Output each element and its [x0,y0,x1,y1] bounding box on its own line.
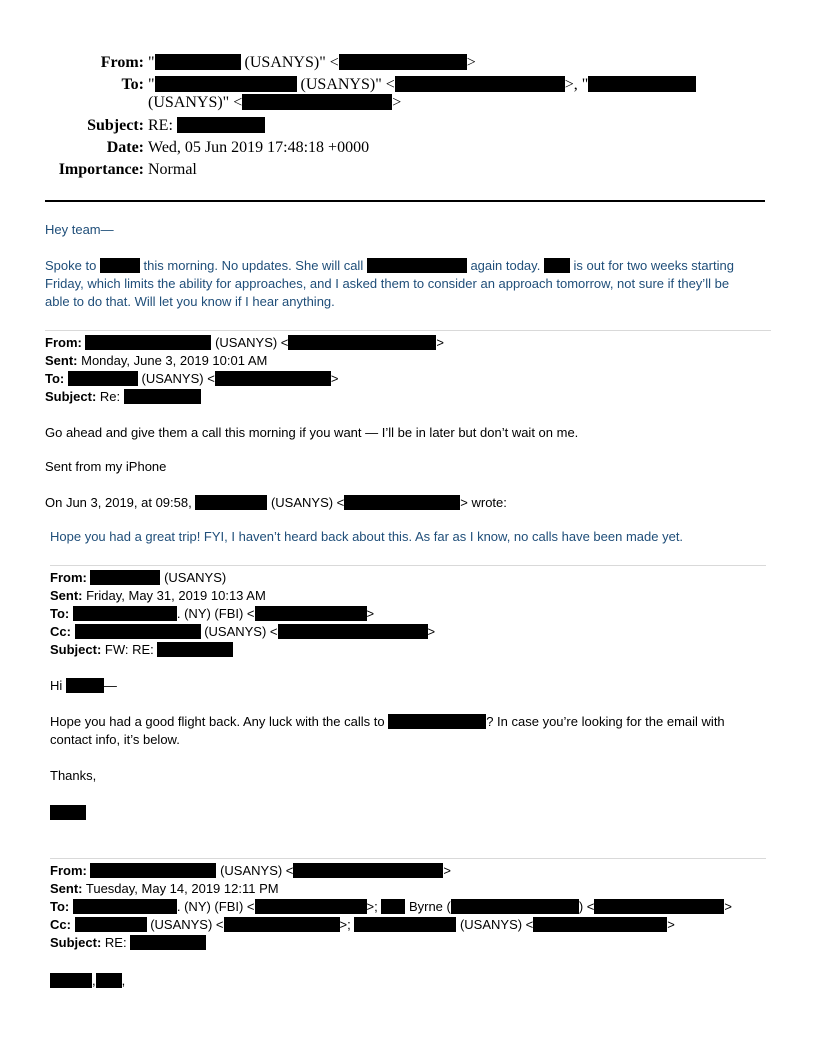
redaction-box [96,973,122,988]
redaction-box [588,76,696,92]
signature-redaction [50,805,86,820]
quote-attribution: On Jun 3, 2019, at 09:58, (USANYS) < > wrote: [45,495,507,510]
body-line: contact info, it’s below. [50,732,180,747]
redaction-box [354,917,456,932]
redaction-box [451,899,579,914]
redaction-box [339,54,467,70]
redaction-box [367,258,467,273]
msg4-cc: Cc: (USANYS) < >; (USANYS) < > [50,917,675,932]
redaction-box [544,258,570,273]
salutation: Hi — [50,678,117,693]
redaction-box [278,624,428,639]
redaction-box [50,973,92,988]
date-value: Wed, 05 Jun 2019 17:48:18 +0000 [148,139,370,156]
redaction-box [288,335,436,350]
greeting: Hey team— [45,222,114,237]
msg3-to: To: . (NY) (FBI) < > [50,606,375,621]
redaction-box [157,642,233,657]
msg3-cc: Cc: (USANYS) < > [50,624,436,639]
to-label: To: [121,76,144,93]
redaction-box [75,624,201,639]
message-separator [50,858,766,859]
msg3-sent: Sent: Friday, May 31, 2019 10:13 AM [50,588,266,603]
body-line: Go ahead and give them a call this morning if you want — I’ll be in later but don’t wait on me. [45,425,579,440]
body-line: Sent from my iPhone [45,459,167,474]
redaction-box [75,917,147,932]
redaction-box [293,863,443,878]
redaction-box [344,495,460,510]
redaction-box [90,863,216,878]
redaction-box [215,371,331,386]
redaction-box [66,678,104,693]
redaction-box [90,570,160,585]
msg2-subject: Subject: Re: [45,388,201,406]
message-separator [45,330,771,331]
msg2-sent: Sent: Monday, June 3, 2019 10:01 AM [45,353,268,368]
msg4-sent: Sent: Tuesday, May 14, 2019 12:11 PM [50,881,279,896]
redaction-box [155,54,241,70]
body-line: able to do that. Will let you know if I hear anything. [45,294,335,309]
redaction-box [195,495,267,510]
redaction-box [242,94,392,110]
sign-off: Thanks, [50,768,97,783]
importance-value: Normal [148,161,197,178]
redaction-box [100,258,140,273]
redaction-box [255,606,367,621]
redaction-box [594,899,724,914]
redaction-box [177,117,265,133]
quoted-text: Hope you had a great trip! FYI, I haven’t heard back about this. As far as I know, no calls have been made yet. [50,529,684,544]
redaction-box [73,899,177,914]
redaction-box [155,76,297,92]
msg4-from: From: (USANYS) < > [50,863,451,878]
subject-label: Subject: [87,117,144,134]
redaction-box [224,917,340,932]
redaction-box [533,917,667,932]
message-separator [50,565,766,566]
msg4-subject: Subject: RE: [50,934,206,952]
date-label: Date: [106,139,144,156]
redaction-box [388,714,486,729]
redaction-box [73,606,177,621]
importance-label: Importance: [58,161,144,178]
msg3-subject: Subject: FW: RE: [50,641,233,659]
msg4-salutation: , , [50,972,125,990]
redaction-box [130,935,206,950]
redaction-box [255,899,367,914]
redaction-box [68,371,138,386]
msg4-to: To: . (NY) (FBI) < >; Byrne ( ) < > [50,899,732,914]
body-line: Spoke to this morning. No updates. She will call again today. is out for two weeks starting [45,258,734,273]
redaction-box [381,899,405,914]
msg3-from: From: (USANYS) [50,570,227,585]
header-divider [45,200,765,202]
body-line: Friday, which limits the ability for approaches, and I asked them to consider an approach tomorrow, not sure if they’ll be [45,276,730,291]
from-label: From: [100,54,144,71]
body-line: Hope you had a good flight back. Any luck with the calls to ? In case you’re looking for the email with [50,714,725,729]
msg2-from: From: (USANYS) < > [45,335,444,350]
msg2-to: To: (USANYS) < > [45,371,339,386]
redaction-box [395,76,565,92]
redaction-box [85,335,211,350]
redaction-box [124,389,201,404]
